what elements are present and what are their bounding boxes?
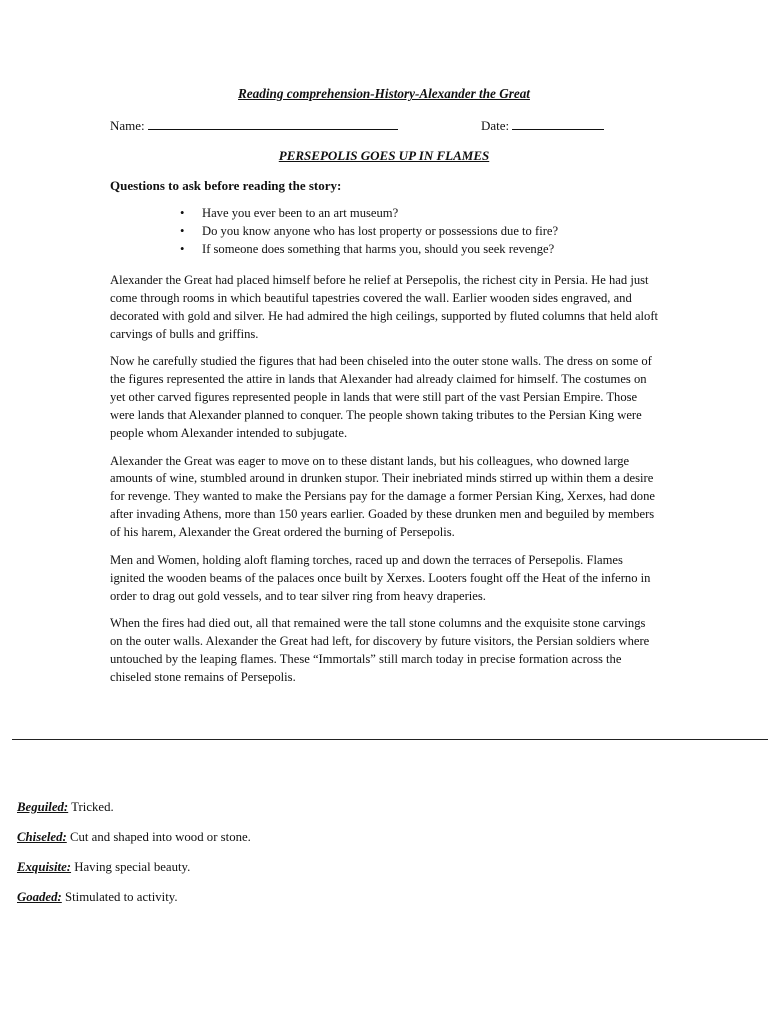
questions-heading: Questions to ask before reading the story: (110, 178, 342, 193)
section-divider (12, 739, 768, 740)
vocab-term: Exquisite: (17, 860, 72, 874)
name-blank (148, 117, 398, 130)
vocab-term: Beguiled: (17, 800, 69, 814)
story-paragraph: Men and Women, holding aloft flaming torches, raced up and down the terraces of Persepolis. Flames ignited the wooden beams of the palaces once built by Xerxes. Looters fought off the Heat of the inferno in order to drag out gold vessels, and to tear silver ring from heavy draperies. (110, 552, 651, 603)
story-paragraph: Alexander the Great was eager to move on to these distant lands, but his colleagues, who downed large amounts of wine, stumbled around in drunken stupor. Their inebriated minds stirred up within them a desire for revenge. They wanted to make the Persians pay for the damage a former Persian King, Xerxes, had done after invading Athens, more than 150 years earlier. Goaded by these drunken men and beguiled by members of his harem, Alexander the Great ordered the burning of Persepolis. (110, 453, 655, 539)
pre-reading-questions (178, 205, 558, 258)
vocab-item (17, 890, 617, 920)
vocab-definition: Stimulated to activity. (61, 890, 178, 904)
vocab-item (17, 800, 617, 830)
vocab-term: Chiseled: (17, 830, 67, 844)
story-body (110, 272, 660, 697)
story-title: PERSEPOLIS GOES UP IN FLAMES (278, 148, 490, 163)
story-paragraph: Now he carefully studied the figures that had been chiseled into the outer stone walls. The dress on some of the figures represented the attire in lands that Alexander had already claimed for himself. The costumes on yet other carved figures represented people in lands that were still part of the vast Persian Empire. Those were lands that Alexander planned to conquer. The people shown taking tributes to the Persian King were people whom Alexander intended to subjugate. (110, 354, 652, 440)
date-blank (512, 117, 604, 130)
vocab-item (17, 860, 617, 890)
vocab-item (17, 830, 617, 860)
vocab-definition: Tricked. (68, 800, 114, 814)
vocab-definition: Having special beauty. (71, 860, 191, 874)
vocab-definition: Cut and shaped into wood or stone. (66, 830, 251, 844)
question-item: • Do you know anyone who has lost property or possessions due to fire? (178, 223, 558, 241)
worksheet-title: Reading comprehension-History-Alexander the Great (238, 86, 530, 101)
story-paragraph: When the fires had died out, all that remained were the tall stone columns and the exquisite stone carvings on the outer walls. Alexander the Great had left, for discovery by future visitors, the Persian soldiers where untouched by the leaping flames. These “Immortals” still march today in precise formation across the chiseled stone remains of Persepolis. (110, 616, 650, 684)
vocab-term: Goaded: (17, 890, 62, 904)
story-paragraph: Alexander the Great had placed himself before he relief at Persepolis, the richest city in Persia. He had just come through rooms in which beautiful tapestries covered the wall. Earlier wooden sides engraved, and decorated with gold and silver. He had admired the high ceilings, supported by fluted columns that held aloft carvings of bulls and griffins. (110, 273, 659, 341)
question-item: • Have you ever been to an art museum? (178, 205, 558, 223)
question-item: • If someone does something that harms you, should you seek revenge? (178, 241, 558, 259)
date-label: Date: (481, 118, 510, 133)
name-label: Name: (110, 118, 145, 133)
name-date-line (110, 117, 630, 134)
date-group (481, 117, 604, 134)
vocabulary-list (17, 800, 617, 920)
